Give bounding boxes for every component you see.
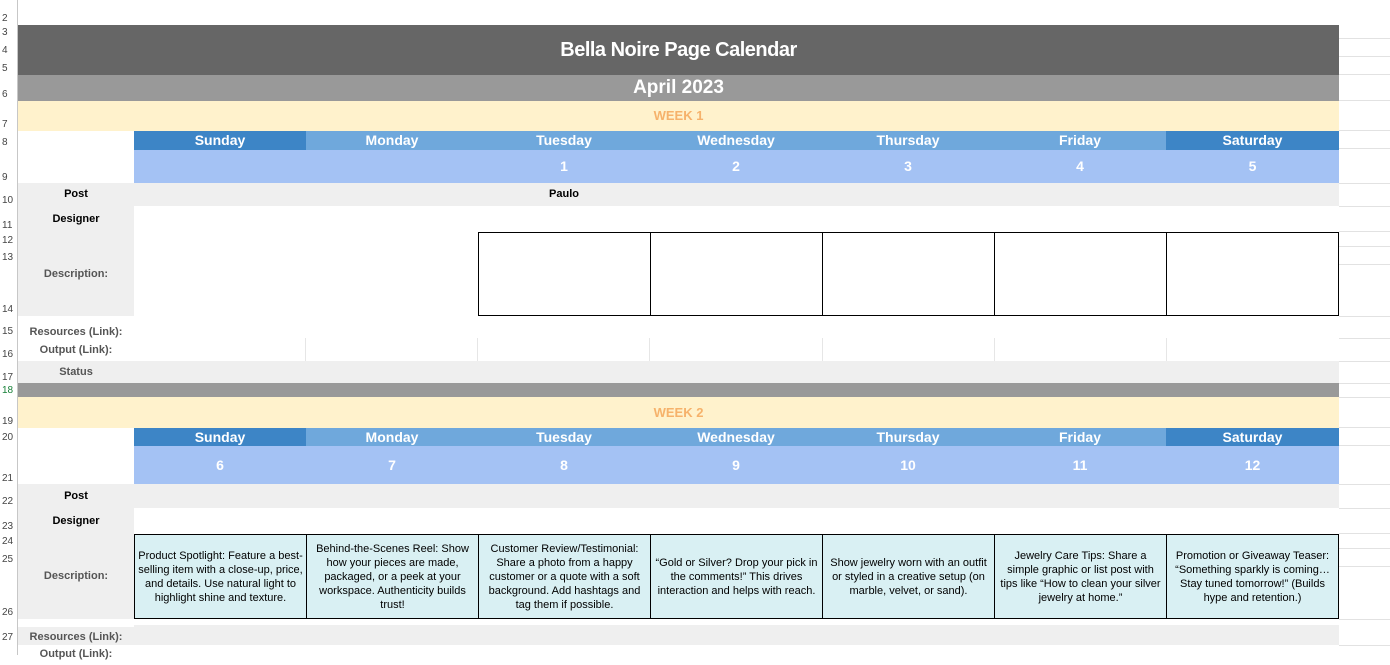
post-row[interactable] xyxy=(134,484,1339,508)
output-cell[interactable] xyxy=(306,338,478,361)
resources-row[interactable] xyxy=(134,625,1339,645)
row-number[interactable]: 2 xyxy=(2,13,8,24)
date-cell[interactable]: 7 xyxy=(306,446,478,484)
output-cell[interactable] xyxy=(478,338,650,361)
row-number[interactable]: 10 xyxy=(2,195,14,206)
row-number[interactable]: 20 xyxy=(2,432,14,443)
post-label: Post xyxy=(18,183,134,206)
output-label: Output (Link): xyxy=(18,645,134,665)
output-cell[interactable] xyxy=(823,338,995,361)
description-cell[interactable]: Show jewelry worn with an outfit or styled in a creative setup (on marble, velvet, or sand). xyxy=(822,534,995,619)
gridline xyxy=(1339,148,1390,149)
row-number[interactable]: 16 xyxy=(2,349,14,360)
day-name-friday: Friday xyxy=(994,428,1166,446)
description-cell[interactable]: Customer Review/Testimonial: Share a photo from a happy customer or a quote with a soft background. Add hashtags and tag them if possible. xyxy=(478,534,651,619)
description-cell[interactable]: Product Spotlight: Feature a best-selling item with a close-up, price, and details. Use natural light to highlight shine and texture. xyxy=(134,534,307,619)
description-cell[interactable]: Promotion or Giveaway Teaser: “Something sparkly is coming… Stay tuned tomorrow!” (Builds hype and retention.) xyxy=(1166,534,1339,619)
gridline xyxy=(1339,548,1390,549)
description-label: Description: xyxy=(18,232,134,316)
gridline xyxy=(1339,38,1390,39)
status-row[interactable] xyxy=(134,361,1339,383)
output-label: Output (Link): xyxy=(18,340,134,360)
gridline xyxy=(1339,427,1390,428)
gridline xyxy=(1339,206,1390,207)
day-name-saturday: Saturday xyxy=(1166,131,1339,150)
gridline xyxy=(1339,183,1390,184)
gridline xyxy=(1339,74,1390,75)
date-cell[interactable] xyxy=(306,150,478,183)
gridline xyxy=(1339,566,1390,567)
gridline xyxy=(1339,100,1390,101)
gridline xyxy=(1339,264,1390,265)
designer-label: Designer xyxy=(18,508,134,534)
day-name-monday: Monday xyxy=(306,428,478,446)
day-name-friday: Friday xyxy=(994,131,1166,150)
post-cell-tuesday[interactable]: Paulo xyxy=(549,188,579,200)
status-label: Status xyxy=(18,361,134,383)
date-cell[interactable]: 11 xyxy=(994,446,1166,484)
date-cell[interactable]: 8 xyxy=(478,446,650,484)
row-number[interactable]: 15 xyxy=(2,326,14,337)
gridline xyxy=(1339,130,1390,131)
post-label: Post xyxy=(18,484,134,508)
description-cell[interactable] xyxy=(1166,232,1339,316)
row-number[interactable]: 19 xyxy=(2,416,14,427)
week-separator xyxy=(18,383,1339,397)
description-cell[interactable] xyxy=(650,232,823,316)
row-number[interactable]: 21 xyxy=(2,473,14,484)
gridline xyxy=(1339,316,1390,317)
date-cell[interactable]: 1 xyxy=(478,150,650,183)
row-number[interactable]: 23 xyxy=(2,521,14,532)
date-cell[interactable]: 6 xyxy=(134,446,306,484)
row-number[interactable]: 22 xyxy=(2,496,14,507)
day-name-saturday: Saturday xyxy=(1166,428,1339,446)
row-number[interactable]: 3 xyxy=(2,27,8,38)
day-name-tuesday: Tuesday xyxy=(478,428,650,446)
gridline xyxy=(1339,533,1390,534)
date-cell[interactable]: 3 xyxy=(822,150,994,183)
row-number[interactable]: 5 xyxy=(2,63,8,74)
row-header-gutter xyxy=(0,0,18,655)
row-number[interactable]: 14 xyxy=(2,304,14,315)
week-2-heading: WEEK 2 xyxy=(18,397,1339,428)
date-cell[interactable] xyxy=(134,150,306,183)
description-cell[interactable]: “Gold or Silver? Drop your pick in the comments!” This drives interaction and helps with reach. xyxy=(650,534,823,619)
row-number[interactable]: 27 xyxy=(2,632,14,643)
gridline xyxy=(1339,56,1390,57)
row-number[interactable]: 26 xyxy=(2,607,14,618)
gridline xyxy=(1339,338,1390,339)
row-number[interactable]: 17 xyxy=(2,372,14,383)
resources-label: Resources (Link): xyxy=(18,322,134,342)
date-cell[interactable]: 5 xyxy=(1166,150,1339,183)
description-cell[interactable] xyxy=(822,232,995,316)
row-number[interactable]: 25 xyxy=(2,554,14,565)
date-cell[interactable]: 4 xyxy=(994,150,1166,183)
gridline xyxy=(1339,231,1390,232)
gridline xyxy=(1339,361,1390,362)
day-name-thursday: Thursday xyxy=(822,428,994,446)
day-name-sunday: Sunday xyxy=(134,428,306,446)
day-name-monday: Monday xyxy=(306,131,478,150)
resources-label: Resources (Link): xyxy=(18,627,134,647)
output-cell[interactable] xyxy=(134,338,306,361)
day-name-tuesday: Tuesday xyxy=(478,131,650,150)
row-number[interactable]: 4 xyxy=(2,45,8,56)
day-name-wednesday: Wednesday xyxy=(650,131,822,150)
date-cell[interactable]: 9 xyxy=(650,446,822,484)
day-name-thursday: Thursday xyxy=(822,131,994,150)
calendar-title: Bella Noire Page Calendar xyxy=(18,25,1339,75)
description-cell[interactable] xyxy=(994,232,1167,316)
row-number[interactable]: 9 xyxy=(2,172,8,183)
description-label: Description: xyxy=(18,534,134,619)
gridline xyxy=(1339,246,1390,247)
gridline xyxy=(1339,383,1390,384)
post-row xyxy=(134,183,1339,206)
row-number[interactable]: 24 xyxy=(2,536,14,547)
day-name-sunday: Sunday xyxy=(134,131,306,150)
gridline xyxy=(1339,645,1390,646)
description-cell[interactable]: Jewelry Care Tips: Share a simple graphic or list post with tips like “How to clean your silver jewelry at home.” xyxy=(994,534,1167,619)
gridline xyxy=(1339,619,1390,620)
output-row xyxy=(134,338,1339,361)
output-cell[interactable] xyxy=(995,338,1167,361)
row-number[interactable]: 12 xyxy=(2,235,14,246)
date-cell[interactable]: 12 xyxy=(1166,446,1339,484)
row-number[interactable]: 11 xyxy=(2,220,13,231)
output-cell[interactable] xyxy=(1167,338,1339,361)
row-number[interactable]: 6 xyxy=(2,89,8,100)
gridline xyxy=(1339,484,1390,485)
gridline xyxy=(1339,508,1390,509)
designer-label: Designer xyxy=(18,206,134,232)
row-number[interactable]: 13 xyxy=(2,252,14,263)
row-number[interactable]: 7 xyxy=(2,119,8,130)
row-number[interactable]: 18 xyxy=(2,385,14,396)
gridline xyxy=(1339,445,1390,446)
month-heading: April 2023 xyxy=(18,75,1339,101)
week-1-heading: WEEK 1 xyxy=(18,101,1339,131)
description-cell[interactable]: Behind-the-Scenes Reel: Show how your pieces are made, packaged, or a peek at your workspace. Authenticity builds trust! xyxy=(306,534,479,619)
day-name-wednesday: Wednesday xyxy=(650,428,822,446)
gridline xyxy=(1339,397,1390,398)
date-cell[interactable]: 2 xyxy=(650,150,822,183)
date-cell[interactable]: 10 xyxy=(822,446,994,484)
row-number[interactable]: 8 xyxy=(2,137,8,148)
description-cell[interactable] xyxy=(478,232,651,316)
output-cell[interactable] xyxy=(650,338,822,361)
